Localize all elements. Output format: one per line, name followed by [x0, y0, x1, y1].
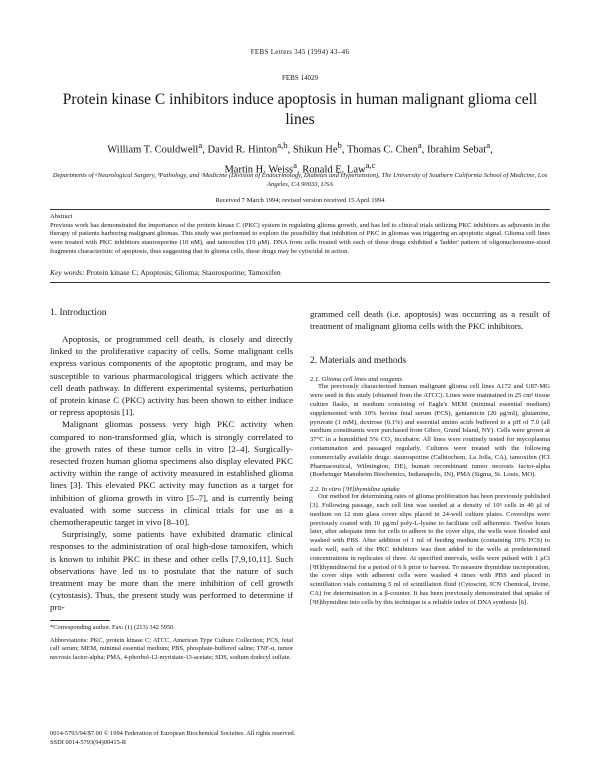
author-sup: a	[293, 159, 298, 170]
methods-paragraph-2: Our method for determining rates of glioma proliferation has been previously published [3]. Following passage, each cell line was seeded at a density of 10⁵ cells in 40 μl of medium on 12 mm glass cover slips placed in 24-well culture plates. Coverslips were previously coated with 10 μg/ml poly-L-lysine to facilitate cell adherence. Twelve hours later, after adequate time for cells to adhere to the cover slips, the wells were flooded and washed with PBS. After addition of 1 ml of feeding medium (containing 10% FCS) to each well, each of the PKC inhibitors was then added to the wells at predetermined concentrations in replicates of three. At specified intervals, wells were pulsed with 1 μCi [³H]thymidine/ml for a period of 6 h prior to harvest. To measure thymidine incorporation, the cover slips with adherent cells were washed 4 times with PBS and placed in scintillation vials containing 5 ml of scintillation fluid (Cytoscint, ICN Chemical, Irvine, CA) for determination in a β-counter. It has been previously demonstrated that uptake of [³H]thymidine into cells by this technique is a reliable index of DNA synthesis [6].	[310, 493, 550, 606]
section-heading-methods: 2. Materials and methods	[310, 356, 407, 367]
author-he: Shikun He	[292, 144, 338, 156]
intro-paragraph-3-continued: grammed cell death (i.e. apoptosis) was occurring as a result of treatment of malignant glioma cells with the PKC inhibitors.	[310, 309, 550, 332]
abstract-text: Previous work has demonstrated the importance of the protein kinase C (PKC) system in regulating glioma growth, and has led to clinical trials utilizing PKC inhibitors as adjuvants in the therapy of patients harboring malignant gliomas. This study was performed to explore the possibility that inhibition of PKC in gliomas was triggering an apoptotic signal. Glioma cell lines were treated with PKC inhibitors staurosporine (10 nM), and tamoxifen (10 μM). DNA from cells treated with each of these drugs exhibited a 'ladder' pattern of oligonucleosome-sized fragments characteristic of apoptosis, thus suggesting that in glioma cells, these drugs may be cytocidal in action.	[50, 221, 550, 255]
author-sup: a	[198, 140, 203, 150]
keywords-text: Protein kinase C; Apoptosis; Glioma; Staurosporine; Tamoxifen	[86, 268, 281, 277]
article-code: FEBS 14029	[282, 74, 318, 82]
subsection-heading-thymidine: 2.2. In vitro [³H]thymidine uptake	[310, 486, 400, 494]
footnote-rule	[50, 620, 110, 621]
author-sebat: Ibrahim Sebat	[426, 144, 487, 156]
author-hinton: David R. Hinton	[207, 144, 278, 156]
methods-paragraph-1: The previously characterized human malignant glioma cell lines A172 and U87-MG were used in this study (obtained from the ATCC). Lines were maintained in 25 cm² tissue culture flasks, in medium consisting of Eagle's MEM (minimal essential medium) supplemented with 10% bovine fetal serum (FCS), gentamicin (20 μg/ml), glutamine, pyruvate (1 mM), dextrose (0.1%) and essential amino acids buffered to a pH of 7.0 (all medium constituents were purchased from Gibco, Grand Island, NY). Cells were grown at 37°C in a humidified 5% CO₂ incubator. All lines were routinely tested for mycoplasma contamination and passaged regularly. Cultures were treated with the following commercially available drugs: staurosporine (Calbiochem, La Jolla, CA), tamoxifen (ICI Pharmaceutical, Wilmington, DE), human recombinant tumor necrosis factor-alpha (Boehringer Mannheim Biochemics, Indianapolis, IN), PMA (Sigma, St. Louis, MO).	[310, 383, 550, 479]
affiliations: Departments of ᵃNeurological Surgery, ᵇPathology, and ᶜMedicine (Division of Endocrinology, Diabetes and Hypertension), The University of Southern California School of Medicine, Los Angeles, CA 90033, USA	[52, 172, 548, 188]
keywords	[50, 268, 550, 277]
right-column	[310, 308, 550, 608]
author-weiss: Martin H. Weiss	[224, 164, 294, 175]
author-law: Ronald E. Law	[302, 164, 366, 175]
journal-reference: FEBS Letters 345 (1994) 43–46	[250, 48, 350, 56]
intro-paragraph-2: Malignant gliomas possess very high PKC activity when compared to non-transformed glia, which is strongly correlated to the growth rates of these tumor cells in vitro [2–4]. Surgically-resected frozen human glioma specimens also display elevated PKC activity within the range of activity measured in established glioma lines [3]. This elevated PKC activity may function as a target for inhibition of glioma growth in vitro [5–7], and is currently being evaluated with some success in clinical trials for use as a chemotherapeutic target in vivo [8–10].	[50, 419, 293, 528]
intro-paragraph-3: Surprisingly, some patients have exhibited dramatic clinical responses to the administration of oral high-dose tamoxifen, which is known to inhibit PKC in these and other cells [7,9,10,11]. Such observations have led us to postulate that the nature of such treatment may be more than the mere inhibition of cell growth (cytostasis). Thus, the present study was performed to determine if pro-	[50, 529, 293, 613]
divider	[50, 209, 550, 210]
abstract-heading: Abstract	[50, 213, 73, 220]
copyright-line: 0014-5793/94/$7.00 © 1994 Federation of European Biochemical Societies. All rights reserved.	[50, 730, 296, 737]
abstract	[50, 213, 550, 257]
left-column	[50, 308, 293, 662]
author-sup: a	[417, 140, 422, 150]
intro-paragraph-1: Apoptosis, or programmed cell death, is closely and directly linked to the proliferative capacity of cells. Some malignant cells express various components of the apoptotic program, and may be susceptible to various pharmacological triggers which activate the cell death pathway. In different experimental systems, perturbation of protein kinase C (PKC) activity has been shown to either induce or repress apoptosis [1].	[50, 334, 293, 418]
subsection-heading-cell-lines: 2.1. Glioma cell lines and reagents	[310, 376, 403, 384]
keywords-label: Key words:	[50, 268, 85, 277]
ssdi-line: SSDI 0014-5793(94)00415-R	[50, 739, 127, 746]
author-sup: b	[337, 140, 342, 150]
section-heading-intro: 1. Introduction	[50, 308, 107, 318]
abbreviations-note: Abbreviations: PKC, protein kinase C; ATCC, American Type Culture Collection; FCS, fetal calf serum; MEM, minimal essential medium; PBS, phosphate-buffered saline; TNF-α, tumor necrosis factor-alpha; PMA, 4-phorbol-12-myristate-13-acetate; SDS, sodium dodecyl sulfate.	[50, 637, 293, 661]
author-sup: a	[486, 140, 491, 150]
copyright-footer	[50, 729, 550, 747]
author-list: William T. Couldwell$^a$, David R. Hinton$^{a,b}$, Shikun He$^b$, Thomas C. Chen$^a$, Ibrahim Sebat$^a$, Martin H. Weiss$^a$, Ronald E. Law$^{a,c}$	[107, 140, 493, 175]
author-chen: Thomas C. Chen	[346, 144, 418, 156]
author-sup: a,b	[277, 140, 288, 150]
received-dates: Received 7 March 1994; revised version received 15 April 1994	[215, 197, 385, 204]
article-title: Protein kinase C inhibitors induce apoptosis in human malignant glioma cell lines	[62, 91, 538, 128]
author-sup: a,c	[365, 159, 376, 170]
corresponding-author-note: *Corresponding author. Fax: (1) (213) 342 5950.	[50, 623, 175, 631]
divider	[50, 282, 550, 283]
author-couldwell: William T. Couldwell	[107, 144, 199, 156]
